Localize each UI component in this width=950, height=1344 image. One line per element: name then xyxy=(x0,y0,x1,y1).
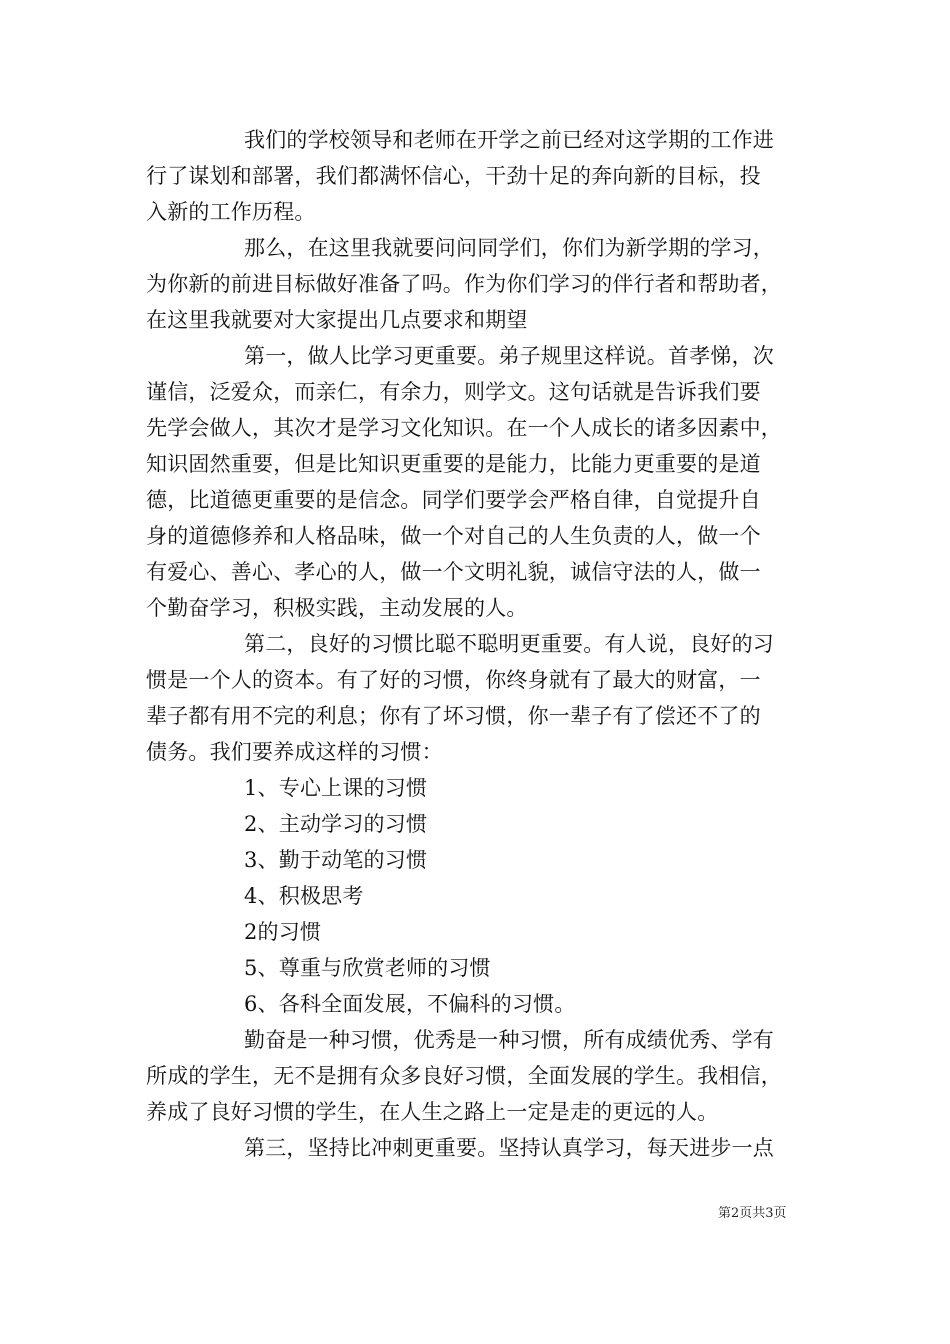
text-line: 知识固然重要，但是比知识更重要的是能力，比能力更重要的是道 xyxy=(146,452,761,476)
text-line: 在这里我就要对大家提出几点要求和期望 xyxy=(146,308,528,332)
list-item: 5、尊重与欣赏老师的习惯 xyxy=(244,956,491,980)
page-number: 第2页共3页 xyxy=(718,1206,787,1221)
list-item: 2的习惯 xyxy=(244,920,322,944)
text-line: 第三，坚持比冲刺更重要。坚持认真学习，每天进步一点 xyxy=(244,1136,774,1160)
text-line: 第一，做人比学习更重要。弟子规里这样说。首孝悌，次 xyxy=(244,344,774,368)
list-item: 1、专心上课的习惯 xyxy=(244,776,428,800)
text-line: 个勤奋学习，积极实践，主动发展的人。 xyxy=(146,596,528,620)
text-line: 为你新的前进目标做好准备了吗。作为你们学习的伴行者和帮助者， xyxy=(146,272,782,296)
text-line: 先学会做人，其次才是学习文化知识。在一个人成长的诸多因素中， xyxy=(146,416,782,440)
text-line: 我们的学校领导和老师在开学之前已经对这学期的工作进 xyxy=(244,128,774,152)
text-line: 有爱心、善心、孝心的人，做一个文明礼貌，诚信守法的人，做一 xyxy=(146,560,761,584)
text-line: 惯是一个人的资本。有了好的习惯，你终身就有了最大的财富，一 xyxy=(146,668,761,692)
list-item: 2、主动学习的习惯 xyxy=(244,812,428,836)
text-line: 德，比道德更重要的是信念。同学们要学会严格自律，自觉提升自 xyxy=(146,488,761,512)
text-line: 行了谋划和部署，我们都满怀信心，干劲十足的奔向新的目标，投 xyxy=(146,164,761,188)
list-item: 3、勤于动笔的习惯 xyxy=(244,848,428,872)
text-line: 所成的学生，无不是拥有众多良好习惯，全面发展的学生。我相信， xyxy=(146,1064,782,1088)
text-line: 债务。我们要养成这样的习惯： xyxy=(146,740,443,764)
text-line: 入新的工作历程。 xyxy=(146,200,316,224)
text-line: 那么，在这里我就要问问同学们，你们为新学期的学习， xyxy=(244,236,774,260)
text-line: 谨信，泛爱众，而亲仁，有余力，则学文。这句话就是告诉我们要 xyxy=(146,380,761,404)
text-line: 勤奋是一种习惯，优秀是一种习惯，所有成绩优秀、学有 xyxy=(244,1028,774,1052)
text-line: 第二，良好的习惯比聪不聪明更重要。有人说，良好的习 xyxy=(244,632,774,656)
list-item: 6、各科全面发展，不偏科的习惯。 xyxy=(244,992,576,1016)
text-line: 辈子都有用不完的利息；你有了坏习惯，你一辈子有了偿还不了的 xyxy=(146,704,761,728)
text-line: 身的道德修养和人格品味，做一个对自己的人生负责的人，做一个 xyxy=(146,524,761,548)
list-item: 4、积极思考 xyxy=(244,884,364,908)
text-line: 养成了良好习惯的学生，在人生之路上一定是走的更远的人。 xyxy=(146,1100,719,1124)
